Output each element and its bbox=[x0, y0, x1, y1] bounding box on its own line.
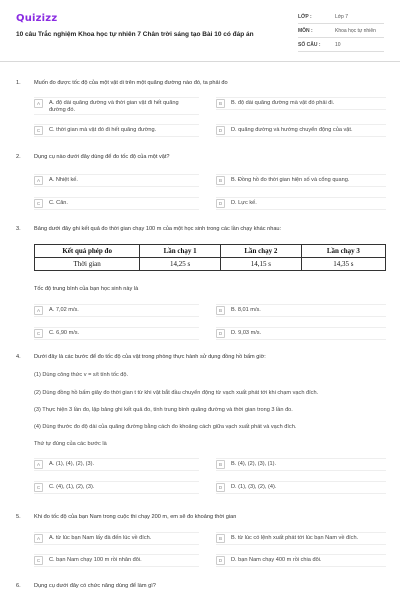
meta-key: MÔN : bbox=[298, 28, 313, 34]
meta-value: 10 bbox=[335, 42, 341, 48]
worksheet-header bbox=[0, 0, 400, 62]
option-b[interactable] bbox=[216, 97, 386, 110]
option-letter-box: B bbox=[216, 176, 225, 185]
option-letter-box: D bbox=[216, 329, 225, 338]
option-c[interactable] bbox=[34, 124, 199, 137]
meta-key: LỚP : bbox=[298, 14, 312, 20]
option-d[interactable] bbox=[216, 481, 386, 494]
table-header-cell: Kết quả phép đo bbox=[35, 245, 140, 258]
option-text: B. độ dài quãng đường mà vật đó phải đi. bbox=[231, 100, 335, 106]
question-subtext: Tốc độ trung bình của bạn học sinh này là bbox=[34, 286, 139, 292]
question-text: Muốn đo được tốc độ của một vật di trên một quãng đường nào đó, ta phải đo bbox=[34, 80, 228, 86]
table-row bbox=[35, 258, 386, 271]
option-text: C. (4), (1), (2), (3). bbox=[49, 484, 95, 490]
step-1: (1) Dùng công thức v = s/t tính tốc độ. bbox=[34, 372, 129, 378]
option-b[interactable] bbox=[216, 304, 386, 317]
option-d[interactable] bbox=[216, 554, 386, 567]
option-letter-box: A bbox=[34, 176, 43, 185]
option-b[interactable] bbox=[216, 458, 386, 471]
option-text: B. (4), (2), (3), (1). bbox=[231, 461, 277, 467]
option-c[interactable] bbox=[34, 327, 199, 340]
option-text: A. (1), (4), (2), (3). bbox=[49, 461, 95, 467]
meta-class bbox=[298, 12, 384, 24]
option-text: D. Lực kế. bbox=[231, 200, 257, 206]
option-a[interactable] bbox=[34, 304, 199, 317]
table-cell: Thời gian bbox=[35, 258, 140, 271]
question-number: 1. bbox=[16, 80, 21, 86]
option-a[interactable] bbox=[34, 458, 199, 471]
question-number: 5. bbox=[16, 514, 21, 520]
option-letter-box: D bbox=[216, 199, 225, 208]
question-text: Dụng cụ nào dưới đây dùng để đo tốc độ của một vật? bbox=[34, 154, 170, 160]
table-header-cell: Lần chạy 1 bbox=[140, 245, 221, 258]
option-letter-box: B bbox=[216, 460, 225, 469]
option-a[interactable] bbox=[34, 532, 199, 545]
worksheet-title: 10 câu Trắc nghiệm Khoa học tự nhiên 7 Chân trời sáng tạo Bài 10 có đáp án bbox=[16, 31, 254, 38]
option-letter-box: D bbox=[216, 483, 225, 492]
option-letter-box: C bbox=[34, 483, 43, 492]
option-b[interactable] bbox=[216, 532, 386, 545]
option-letter-box: B bbox=[216, 306, 225, 315]
option-text: D. 9,03 m/s. bbox=[231, 330, 262, 336]
option-letter-box: C bbox=[34, 126, 43, 135]
meta-key: SỐ CÂU : bbox=[298, 42, 321, 48]
option-text: C. thời gian mà vật đó đi hết quãng đường. bbox=[49, 127, 157, 133]
option-text: B. Đồng hồ đo thời gian hiện số và cổng quang. bbox=[231, 177, 350, 183]
meta-subject bbox=[298, 26, 384, 38]
question-number: 6. bbox=[16, 583, 21, 589]
option-letter-box: A bbox=[34, 460, 43, 469]
option-letter-box: A bbox=[34, 99, 43, 108]
option-letter-box: B bbox=[216, 99, 225, 108]
table-cell: 14,35 s bbox=[301, 258, 385, 271]
option-d[interactable] bbox=[216, 124, 386, 137]
option-a[interactable] bbox=[34, 174, 199, 187]
table-cell: 14,15 s bbox=[221, 258, 302, 271]
option-text: A. từ lúc bạn Nam lấy đà đến lúc về đích. bbox=[49, 535, 152, 541]
table-header-row bbox=[35, 245, 386, 258]
option-text: D. (1), (3), (2), (4). bbox=[231, 484, 277, 490]
table-header-cell: Lần chạy 3 bbox=[301, 245, 385, 258]
step-3: (3) Thực hiện 3 lần đo, lập bảng ghi kết quả đo, tính trung bình quãng đường và thời gian trong 3 lần đo. bbox=[34, 407, 293, 413]
option-text: B. 8,01 m/s. bbox=[231, 307, 261, 313]
step-2: (2) Dùng đồng hồ bấm giây đo thời gian t từ khi vật bắt đầu chuyển động từ vạch xuất phát tới khi chạm vạch đích. bbox=[34, 390, 319, 396]
meta-count bbox=[298, 40, 384, 52]
option-d[interactable] bbox=[216, 197, 386, 210]
question-number: 2. bbox=[16, 154, 21, 160]
meta-value: Lớp 7 bbox=[335, 14, 349, 20]
option-c[interactable] bbox=[34, 481, 199, 494]
option-text: D. bạn Nam chạy 400 m rồi chia đôi. bbox=[231, 557, 322, 563]
option-letter-box: A bbox=[34, 306, 43, 315]
question-text: Dụng cụ dưới đây có chức năng dùng để làm gì? bbox=[34, 583, 156, 589]
results-table bbox=[34, 244, 386, 271]
option-a[interactable] bbox=[34, 97, 199, 115]
table-cell: 14,25 s bbox=[140, 258, 221, 271]
question-text: Bảng dưới đây ghi kết quả đo thời gian chạy 100 m của một học sinh trong các lần chạy khác nhau: bbox=[34, 226, 282, 232]
step-4: (4) Dùng thước đo độ dài của quãng đường bằng cách đo khoảng cách giữa vạch xuất phát và vạch đích. bbox=[34, 424, 297, 430]
option-letter-box: D bbox=[216, 556, 225, 565]
option-letter-box: B bbox=[216, 534, 225, 543]
table-header-cell: Lần chạy 2 bbox=[221, 245, 302, 258]
option-c[interactable] bbox=[34, 197, 199, 210]
question-text: Khi đo tốc độ của bạn Nam trong cuộc thi chạy 200 m, em sẽ đo khoảng thời gian bbox=[34, 514, 237, 520]
option-text: C. Cân. bbox=[49, 200, 68, 206]
question-number: 4. bbox=[16, 354, 21, 360]
option-text: C. 6,90 m/s. bbox=[49, 330, 80, 336]
option-d[interactable] bbox=[216, 327, 386, 340]
option-letter-box: D bbox=[216, 126, 225, 135]
option-letter-box: C bbox=[34, 329, 43, 338]
quizizz-logo: Quizizz bbox=[16, 13, 58, 24]
option-letter-box: A bbox=[34, 534, 43, 543]
option-c[interactable] bbox=[34, 554, 199, 567]
option-b[interactable] bbox=[216, 174, 386, 187]
option-text: B. từ lúc có lệnh xuất phát tới lúc bạn Nam về đích. bbox=[231, 535, 359, 541]
question-text: Dưới đây là các bước để đo tốc độ của vật trong phòng thực hành sử dụng đồng hồ bấm giờ: bbox=[34, 354, 266, 360]
option-text: A. 7,02 m/s. bbox=[49, 307, 79, 313]
option-text: A. Nhiệt kế. bbox=[49, 177, 78, 183]
option-text: A. độ dài quãng đường và thời gian vật đi hết quãng đường đó. bbox=[49, 100, 179, 113]
option-letter-box: C bbox=[34, 556, 43, 565]
option-letter-box: C bbox=[34, 199, 43, 208]
meta-value: Khoa học tự nhiên bbox=[335, 28, 376, 34]
question-subtext: Thứ tự đúng của các bước là bbox=[34, 441, 107, 447]
option-text: D. quãng đường và hướng chuyển động của vật. bbox=[231, 127, 353, 133]
question-number: 3. bbox=[16, 226, 21, 232]
option-text: C. bạn Nam chạy 100 m rồi nhân đôi. bbox=[49, 557, 142, 563]
